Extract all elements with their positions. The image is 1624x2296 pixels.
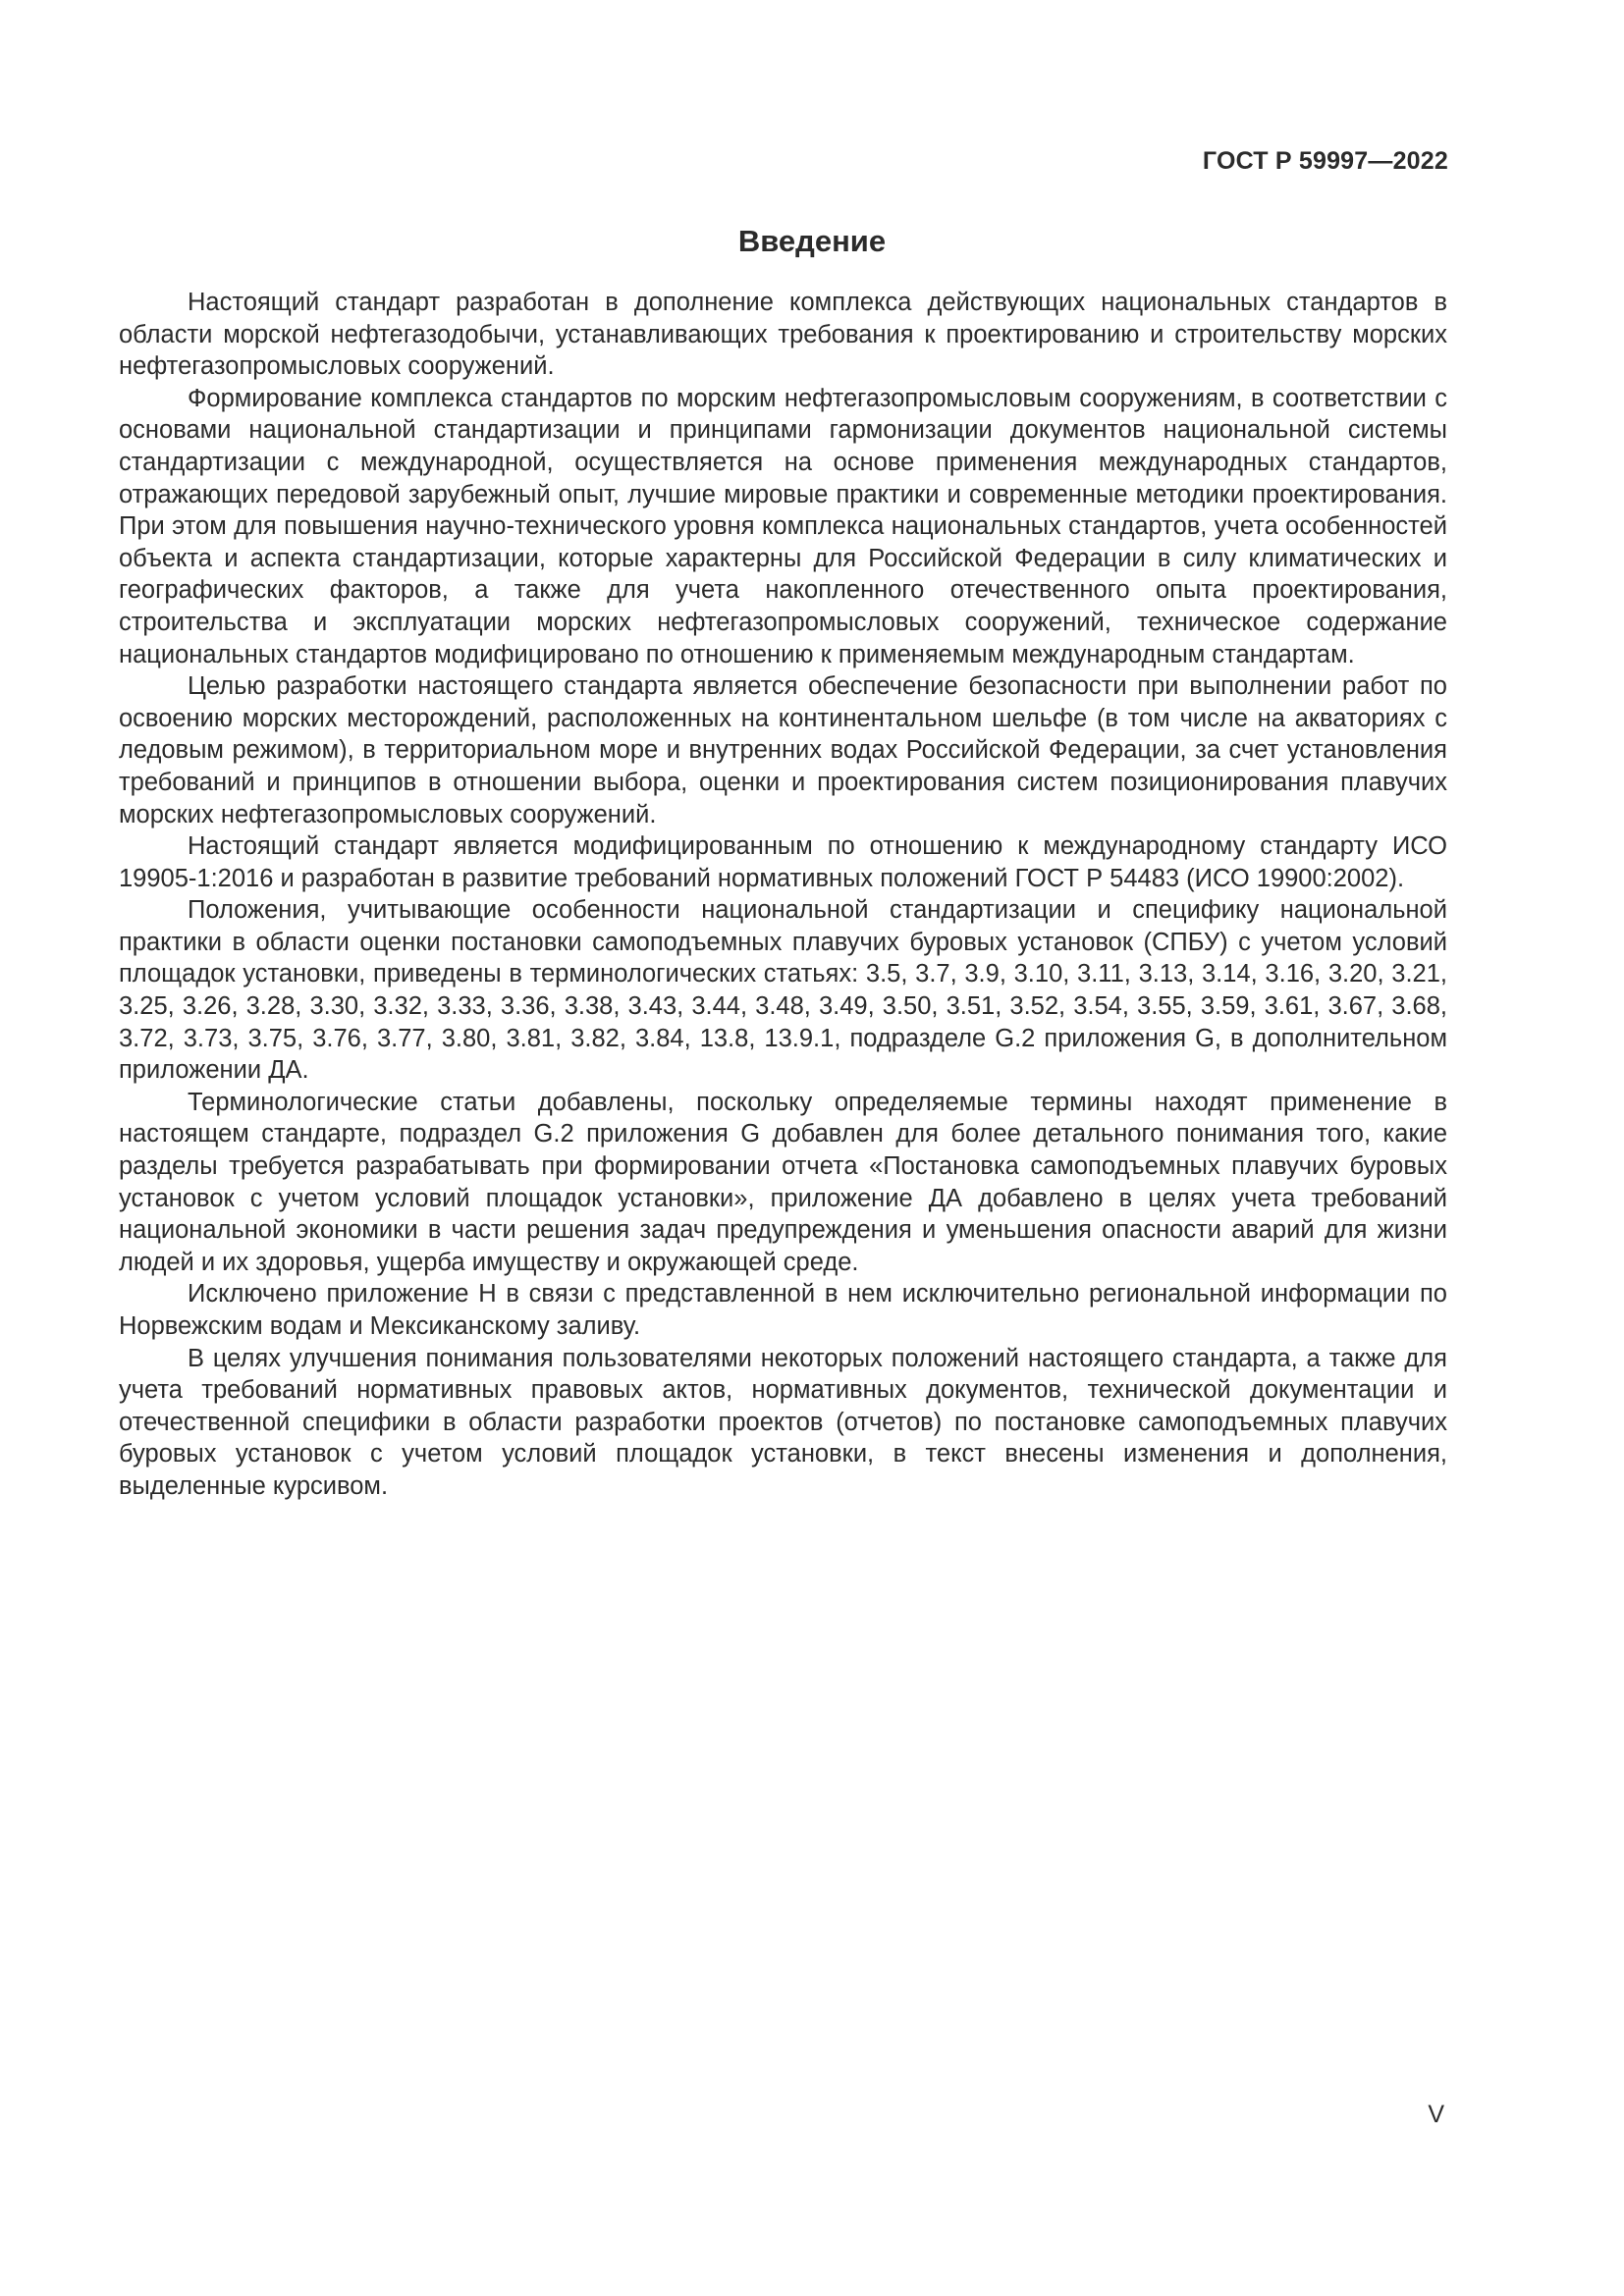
paragraph-5: Положения, учитывающие особенности национальной стандартизации и специфику национальной практики в области оценки постановки самоподъемных плавучих буровых установок (СПБУ) с учетом условий площадок установки, приведены в терминологических статьях: 3.5, 3.7, 3.9, 3.10, 3.11, 3.13, 3.14, 3.16, 3.20, 3.21, 3.25, 3.26, 3.28, 3.30, 3.32, 3.33, 3.36, 3.38, 3.43, 3.44, 3.48, 3.49, 3.50, 3.51, 3.52, 3.54, 3.55, 3.59, 3.61, 3.67, 3.68, 3.72, 3.73, 3.75, 3.76, 3.77, 3.80, 3.81, 3.82, 3.84, 13.8, 13.9.1, подразделе G.2 приложения G, в дополнительном приложении ДА. bbox=[119, 896, 1447, 1085]
paragraph-3: Целью разработки настоящего стандарта является обеспечение безопасности при выполнении работ по освоению морских месторождений, расположенных на континентальном шельфе (в том числе на акваториях с ледовым режимом), в территориальном море и внутренних водах Российской Федерации, за счет установления требований и принципов в отношении выбора, оценки и проектирования систем позиционирования плавучих морских нефтегазопромысловых сооружений. bbox=[119, 672, 1447, 828]
paragraph-8: В целях улучшения понимания пользователями некоторых положений настоящего стандарта, а также для учета требований нормативных правовых актов, нормативных документов, технической документации и отечественной специфики в области разработки проектов (отчетов) по постановке самоподъемных плавучих буровых установок с учетом условий площадок установки, в текст внесены изменения и дополнения, выделенные курсивом. bbox=[119, 1344, 1447, 1500]
paragraph-6: Терминологические статьи добавлены, поскольку определяемые термины находят применение в настоящем стандарте, подраздел G.2 приложения G добавлен для более детального понимания того, какие разделы требуется разрабатывать при формировании отчета «Постановка самоподъемных плавучих буровых установок с учетом условий площадок установки», приложение ДА добавлено в целях учета требований национальной экономики в части решения задач предупреждения и уменьшения опасности аварий для жизни людей и их здоровья, ущерба имуществу и окружающей среде. bbox=[119, 1088, 1447, 1276]
body-text bbox=[119, 287, 1447, 1503]
section-title: Введение bbox=[737, 224, 887, 258]
paragraph-4: Настоящий стандарт является модифицированным по отношению к международному стандарту ИСО 19905-1:2016 и разработан в развитие требований нормативных положений ГОСТ Р 54483 (ИСО 19900:2002). bbox=[119, 832, 1447, 892]
document-code-header: ГОСТ Р 59997—2022 bbox=[1202, 147, 1448, 175]
paragraph-2: Формирование комплекса стандартов по морским нефтегазопромысловым сооружениям, в соответствии с основами национальной стандартизации и принципами гармонизации документов национальной системы стандартизации с международной, осуществляется на основе применения международных стандартов, отражающих передовой зарубежный опыт, лучшие мировые практики и современные методики проектирования. При этом для повышения научно-технического уровня комплекса национальных стандартов, учета особенностей объекта и аспекта стандартизации, которые характерны для Российской Федерации в силу климатических и географических факторов, а также для учета накопленного отечественного опыта проектирования, строительства и эксплуатации морских нефтегазопромысловых сооружений, техническое содержание национальных стандартов модифицировано по отношению к применяемым международным стандартам. bbox=[119, 384, 1447, 668]
paragraph-1: Настоящий стандарт разработан в дополнение комплекса действующих национальных стандартов в области морской нефтегазодобычи, устанавливающих требования к проектированию и строительству морских нефтегазопромысловых сооружений. bbox=[119, 289, 1447, 381]
paragraph-7: Исключено приложение Н в связи с представленной в нем исключительно региональной информации по Норвежским водам и Мексиканскому заливу. bbox=[119, 1280, 1447, 1340]
page-number: V bbox=[1428, 2101, 1444, 2128]
